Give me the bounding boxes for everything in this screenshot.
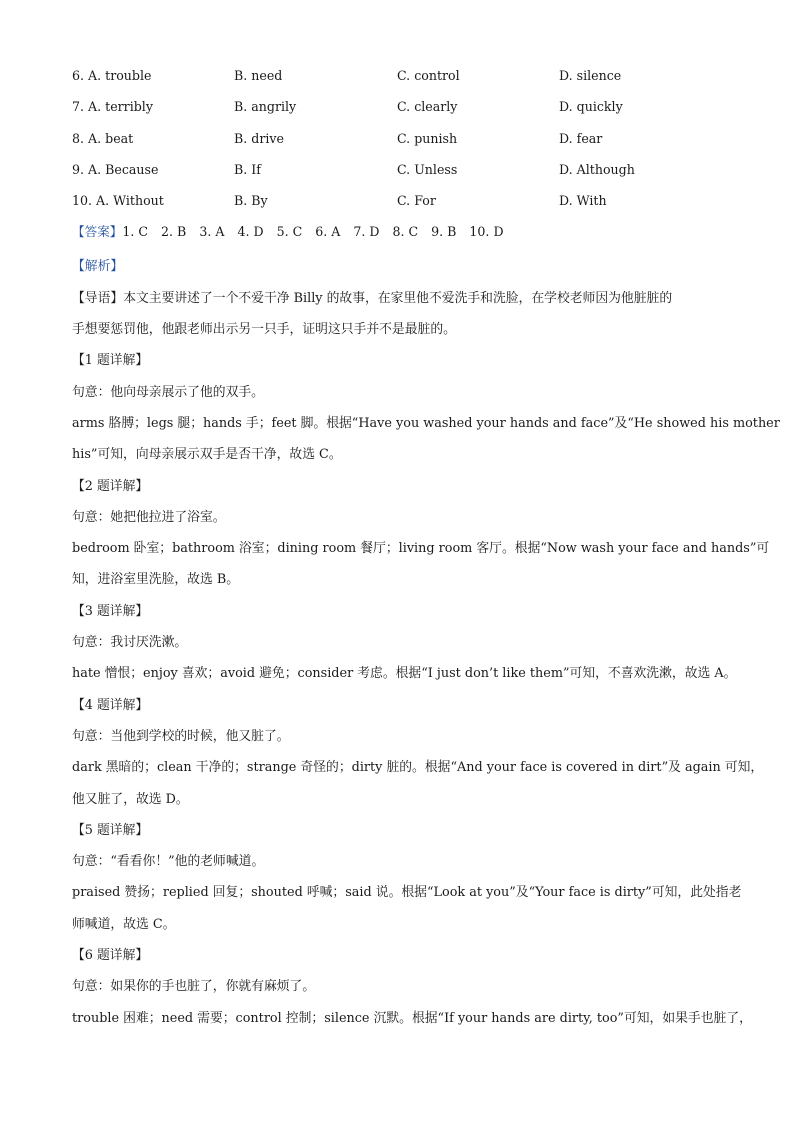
explanation-line: 他又脏了，故选 D。 — [72, 791, 189, 807]
option-d: D. With — [559, 193, 607, 209]
document-page — [72, 64, 780, 1034]
option-a: 10. A. Without — [72, 193, 164, 209]
option-c: C. control — [397, 68, 460, 83]
options-block — [72, 64, 724, 220]
detail-section-5 — [72, 815, 742, 940]
question-row-9 — [72, 158, 724, 189]
option-b: B. angrily — [234, 99, 297, 115]
answer-item: 7. D — [353, 224, 380, 240]
detail-title: 【4 题详解】 — [72, 697, 149, 713]
question-row-10 — [72, 189, 724, 220]
option-d: D. Although — [559, 161, 635, 177]
explanation-line: dark 黑暗的；clean 干净的；strange 奇怪的；dirty 脏的。根据“And your face is covered in dirt”及 again 可知， — [72, 760, 764, 776]
explanation-line: praised 赞扬；replied 回复；shouted 呼喊；said 说。根据“Look at you”及“Your face is dirty”可知，此处指老 — [72, 885, 742, 901]
intro-tag: 【导语】 — [72, 290, 124, 306]
explanation-line: trouble 困难；need 需要；control 控制；silence 沉默。根据“If your hands are dirty, too”可知，如果手也脏了， — [72, 1010, 752, 1026]
option-a: 9. A. Because — [72, 161, 159, 177]
answer-tag: 【答案】 — [72, 224, 123, 240]
detail-title: 【3 题详解】 — [72, 603, 149, 619]
option-c: C. Unless — [397, 161, 458, 177]
option-a: 6. A. trouble — [72, 68, 152, 83]
option-d: D. fear — [559, 130, 603, 146]
detail-title: 【2 题详解】 — [72, 478, 149, 494]
option-a: 8. A. beat — [72, 130, 134, 146]
option-b: B. If — [234, 161, 261, 177]
explanation-line: arms 胳膊；legs 腿；hands 手；feet 脚。根据“Have you washed your hands and face”及“He showed his mother — [72, 415, 780, 431]
detail-section-6 — [72, 940, 752, 1034]
sentence-meaning: 句意：“看看你！”他的老师喊道。 — [72, 854, 265, 870]
detail-title: 【1 题详解】 — [72, 353, 149, 369]
option-a: 7. A. terribly — [72, 99, 153, 115]
answer-item: 6. A — [315, 224, 341, 240]
detail-section-2 — [72, 471, 770, 596]
answer-item: 3. A — [199, 224, 225, 240]
option-c: C. punish — [397, 130, 458, 146]
option-b: B. By — [234, 193, 268, 209]
question-row-6 — [72, 64, 724, 95]
answer-key — [72, 220, 724, 251]
detail-title: 【5 题详解】 — [72, 822, 149, 838]
sentence-meaning: 句意：如果你的手也脏了，你就有麻烦了。 — [72, 979, 316, 995]
answer-item: 5. C — [276, 224, 303, 240]
explanation-line: 知，进浴室里洗脸，故选 B。 — [72, 572, 240, 588]
answer-item: 10. D — [469, 224, 504, 240]
sentence-meaning: 句意：她把他拉进了浴室。 — [72, 509, 226, 525]
intro-line: 手想要惩罚他，他跟老师出示另一只手，证明这只手并不是最脏的。 — [72, 322, 456, 338]
answer-item: 1. C — [122, 224, 149, 240]
question-row-8 — [72, 127, 724, 158]
detail-section-1 — [72, 345, 780, 470]
explanation-line: bedroom 卧室；bathroom 浴室；dining room 餐厅；living room 客厅。根据“Now wash your face and hands”可 — [72, 541, 770, 557]
option-b: B. need — [234, 68, 283, 83]
detail-section-3 — [72, 596, 737, 690]
answer-item: 8. C — [392, 224, 419, 240]
explanation-line: his”可知，向母亲展示双手是否干净，故选 C。 — [72, 447, 342, 463]
option-b: B. drive — [234, 130, 284, 146]
sentence-meaning: 句意：我讨厌洗漱。 — [72, 635, 188, 651]
explanation-line: hate 憎恨；enjoy 喜欢；avoid 避免；consider 考虑。根据“I just don’t like them”可知，不喜欢洗漱，故选 A。 — [72, 666, 737, 682]
detail-section-4 — [72, 690, 764, 815]
option-d: D. silence — [559, 68, 622, 83]
answer-item: 2. B — [161, 224, 187, 240]
question-row-7 — [72, 95, 724, 126]
intro-paragraph — [72, 283, 724, 346]
option-c: C. For — [397, 193, 436, 209]
option-d: D. quickly — [559, 99, 623, 115]
explanation-line: 师喊道，故选 C。 — [72, 916, 176, 932]
analysis-heading: 【解析】 — [72, 259, 124, 275]
intro-line: 【导语】本文主要讲述了一个不爱干净 Billy 的故事，在家里他不爱洗手和洗脸，在学校老师因为他脏脏的 — [72, 290, 673, 306]
detail-title: 【6 题详解】 — [72, 948, 149, 964]
sentence-meaning: 句意：当他到学校的时候，他又脏了。 — [72, 728, 290, 744]
option-c: C. clearly — [397, 99, 458, 115]
answer-item: 9. B — [431, 224, 457, 240]
answer-item: 4. D — [237, 224, 264, 240]
sentence-meaning: 句意：他向母亲展示了他的双手。 — [72, 384, 264, 400]
